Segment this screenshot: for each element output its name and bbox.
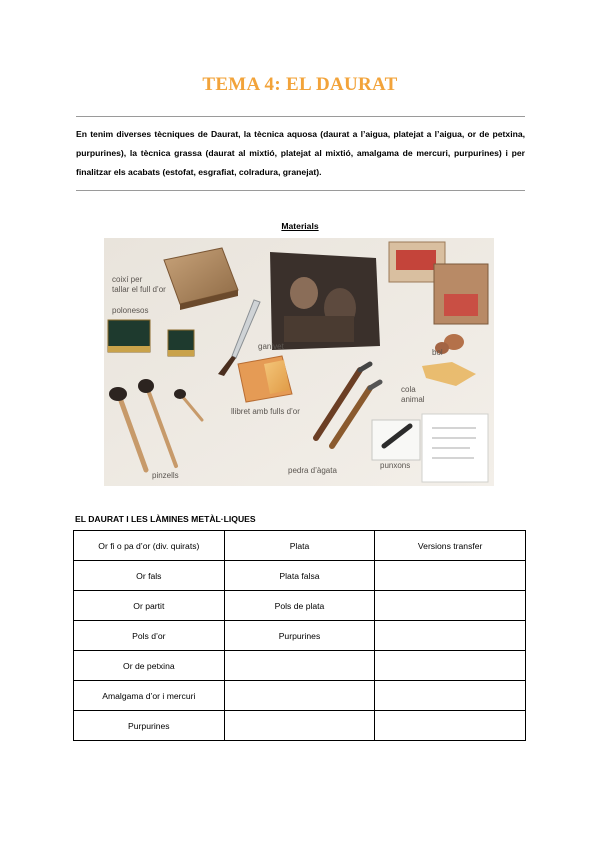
- metals-table: [73, 530, 526, 741]
- materials-heading: Materials: [281, 221, 319, 231]
- table-cell: [375, 651, 526, 681]
- label-pinzells: pinzells: [152, 471, 179, 480]
- intro-paragraph: En tenim diverses tècniques de Daurat, la tècnica aquosa (daurat a l’aigua, platejat a l’aigua, or de petxina, purpurines), la tècnica grassa (daurat al mixtió, platejat al mixtió, amalgama de mercuri, purpurines) i per finalitzar els acabats (estofat, esgrafiat, colradura, granejat).: [76, 129, 525, 177]
- table-cell: Purpurines: [74, 711, 225, 741]
- table-cell: Pols de plata: [224, 591, 375, 621]
- table-cell: Or partit: [74, 591, 225, 621]
- label-cola-1: cola: [401, 385, 416, 394]
- table-cell: Purpurines: [224, 621, 375, 651]
- table-cell: [375, 621, 526, 651]
- table-cell: Amalgama d’or i mercuri: [74, 681, 225, 711]
- materials-photo: [104, 238, 494, 486]
- page-title: TEMA 4: EL DAURAT: [202, 74, 398, 95]
- table-row: [74, 621, 526, 651]
- table-row: [74, 561, 526, 591]
- table-cell: [224, 681, 375, 711]
- table-cell: Or fals: [74, 561, 225, 591]
- table-cell: [375, 711, 526, 741]
- table-cell: Or de petxina: [74, 651, 225, 681]
- table-row: [74, 651, 526, 681]
- label-ganivet: ganivet: [258, 342, 284, 351]
- label-coixi-2: tallar el full d’or: [112, 285, 166, 294]
- table-cell: [375, 591, 526, 621]
- table-cell: [375, 561, 526, 591]
- label-pedra: pedra d’àgata: [288, 466, 337, 475]
- table-row: [74, 681, 526, 711]
- table-cell: [224, 711, 375, 741]
- table-header: Plata: [224, 531, 375, 561]
- table-cell: Plata falsa: [224, 561, 375, 591]
- gold-leaf-booklet: [238, 356, 292, 402]
- table-cell: [375, 681, 526, 711]
- table-header: Or fi o pa d’or (div. quirats): [74, 531, 225, 561]
- table-header-row: [74, 531, 526, 561]
- label-llibret: llibret amb fulls d’or: [231, 407, 300, 416]
- section-title: EL DAURAT I LES LÀMINES METÀL·LIQUES: [75, 514, 256, 524]
- table-header: Versions transfer: [375, 531, 526, 561]
- label-punxons: punxons: [380, 461, 411, 470]
- label-bol: bol: [432, 348, 443, 357]
- label-cola-2: animal: [401, 395, 425, 404]
- top-divider: [76, 116, 525, 117]
- label-polonesos: polonesos: [112, 306, 149, 315]
- painting-print: [270, 252, 380, 350]
- table-row: [74, 591, 526, 621]
- table-cell: [224, 651, 375, 681]
- bottom-divider: [76, 190, 525, 191]
- label-coixi-1: coixí per: [112, 275, 143, 284]
- table-cell: Pols d’or: [74, 621, 225, 651]
- table-row: [74, 711, 526, 741]
